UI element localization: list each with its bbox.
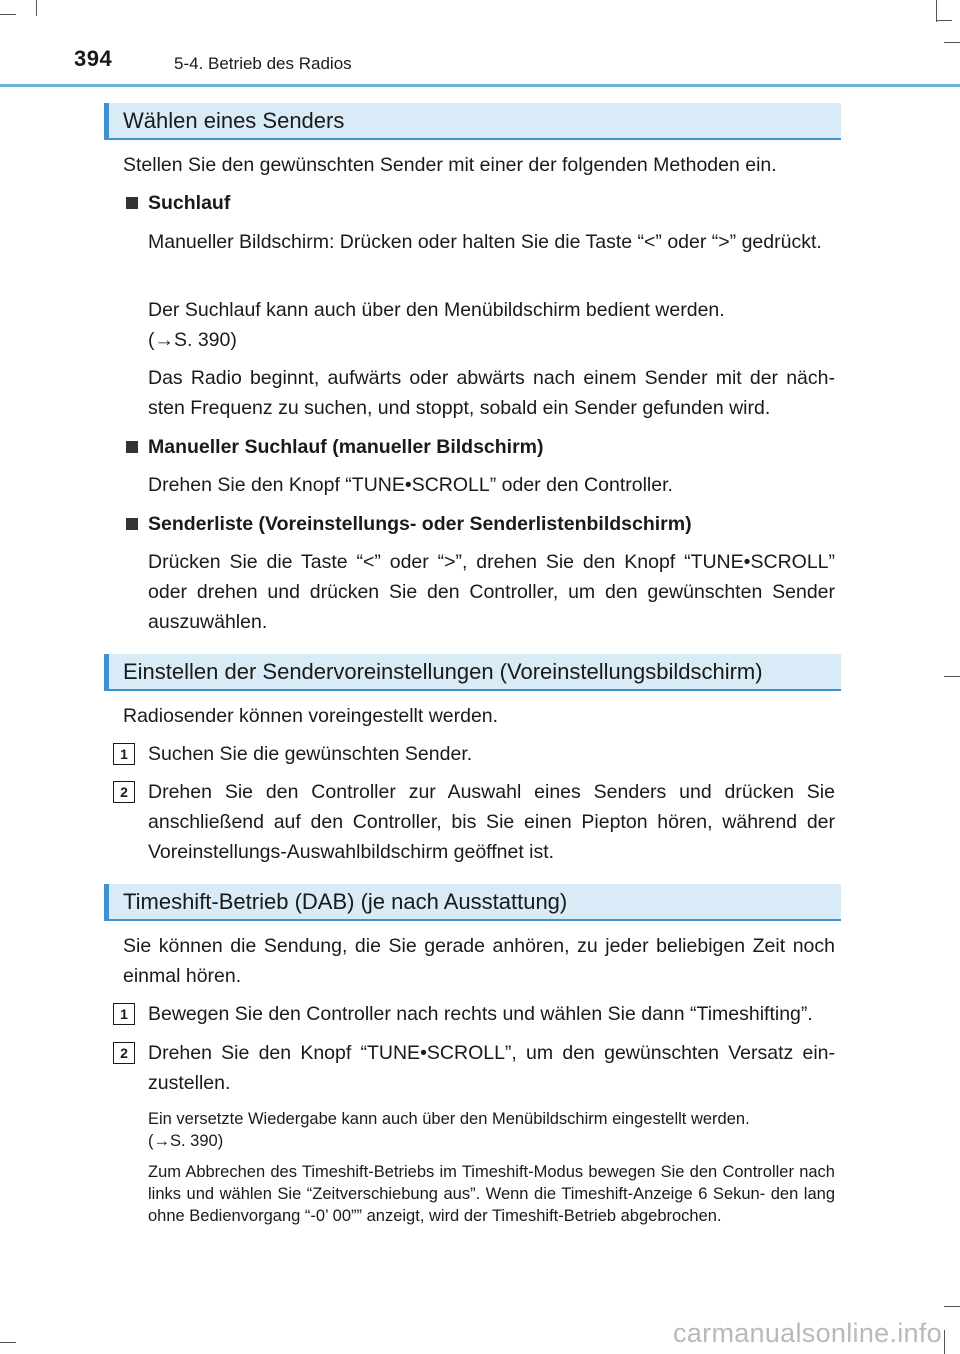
step-text: Drehen Sie den Knopf “TUNE•SCROLL”, um den gewünschten Versatz ein- zustellen. bbox=[148, 1042, 835, 1094]
section-title: Wählen eines Senders bbox=[123, 108, 345, 133]
note-text: Ein versetzte Wiedergabe kann auch über den Menübildschirm eingestellt werden. bbox=[148, 1110, 750, 1128]
note-text: Zum Abbrechen des Timeshift-Betriebs im Timeshift-Modus bewegen Sie den Controller nach links und wählen Sie “Zeitverschiebung aus”. Wenn die Timeshift-Anzeige 6 Sekun- den lang ohne Bedienvorgang “-0’ 00”” anzeigt, wird der Timeshift-Betrieb abgebrochen. bbox=[148, 1163, 835, 1225]
section-heading-timeshift bbox=[104, 884, 841, 921]
section-title: Einstellen der Sendervoreinstellungen (Voreinstellungsbildschirm) bbox=[123, 659, 763, 684]
section3-intro: Sie können die Sendung, die Sie gerade anhören, zu jeder beliebigen Zeit noch einmal hören. bbox=[123, 935, 835, 987]
running-head: 5-4. Betrieb des Radios bbox=[174, 54, 352, 73]
crop-mark bbox=[944, 1330, 945, 1354]
step-number-box: 2 bbox=[113, 781, 135, 803]
step-text: Drehen Sie den Controller zur Auswahl eines Senders und drücken Sie anschließend auf den Controller, bis Sie einen Piepton hören, während der Voreinstellungs-Auswahlbildschirm geöffnet ist. bbox=[148, 781, 835, 863]
watermark: carmanualsonline.info bbox=[673, 1318, 942, 1348]
crop-mark bbox=[936, 20, 952, 21]
bullet-square-icon bbox=[126, 441, 138, 453]
step-text: Suchen Sie die gewünschten Sender. bbox=[148, 743, 473, 765]
subheading-senderliste: Senderliste (Voreinstellungs- oder Senderlistenbildschirm) bbox=[148, 513, 692, 535]
section-heading-waehlen bbox=[104, 103, 841, 140]
subheading-suchlauf: Suchlauf bbox=[148, 192, 231, 214]
note-reference: (→S. 390) bbox=[148, 1132, 224, 1150]
bullet-square-icon bbox=[126, 518, 138, 530]
crop-mark bbox=[944, 1306, 960, 1307]
crop-mark bbox=[944, 676, 960, 677]
suchlauf-paragraph-2: Der Suchlauf kann auch über den Menübildschirm bedient werden. bbox=[148, 299, 725, 321]
subheading-manueller-suchlauf: Manueller Suchlauf (manueller Bildschirm) bbox=[148, 436, 544, 458]
section2-intro: Radiosender können voreingestellt werden. bbox=[123, 705, 499, 727]
suchlauf-reference: (→S. 390) bbox=[148, 329, 237, 351]
suchlauf-paragraph-3: Das Radio beginnt, aufwärts oder abwärts nach einem Sender mit der näch- sten Frequenz zu suchen, und stoppt, sobald ein Sender gefunden wird. bbox=[148, 367, 835, 419]
crop-mark bbox=[936, 0, 937, 22]
page-number: 394 bbox=[74, 46, 113, 71]
section-title: Timeshift-Betrieb (DAB) (je nach Ausstattung) bbox=[123, 889, 568, 914]
crop-mark bbox=[0, 1342, 16, 1343]
crop-mark bbox=[944, 42, 960, 43]
header-rule bbox=[0, 84, 960, 87]
crop-mark bbox=[0, 14, 16, 15]
section1-intro: Stellen Sie den gewünschten Sender mit einer der folgenden Methoden ein. bbox=[123, 154, 777, 176]
crop-mark bbox=[36, 0, 37, 16]
step-text: Bewegen Sie den Controller nach rechts und wählen Sie dann “Timeshifting”. bbox=[148, 1003, 813, 1025]
bullet-square-icon bbox=[126, 197, 138, 209]
step-number-box: 1 bbox=[113, 1003, 135, 1025]
manual-paragraph: Drehen Sie den Knopf “TUNE•SCROLL” oder den Controller. bbox=[148, 474, 673, 496]
suchlauf-paragraph-1: Manueller Bildschirm: Drücken oder halten Sie die Taste “<” oder “>” gedrückt. bbox=[148, 231, 822, 253]
step-number-box: 1 bbox=[113, 743, 135, 765]
senderliste-paragraph: Drücken Sie die Taste “<” oder “>”, drehen Sie den Knopf “TUNE•SCROLL” oder drehen und drücken Sie den Controller, um den gewünschten Sender auszuwählen. bbox=[148, 551, 835, 633]
step-number-box: 2 bbox=[113, 1042, 135, 1064]
section-heading-voreinstellungen bbox=[104, 654, 841, 691]
